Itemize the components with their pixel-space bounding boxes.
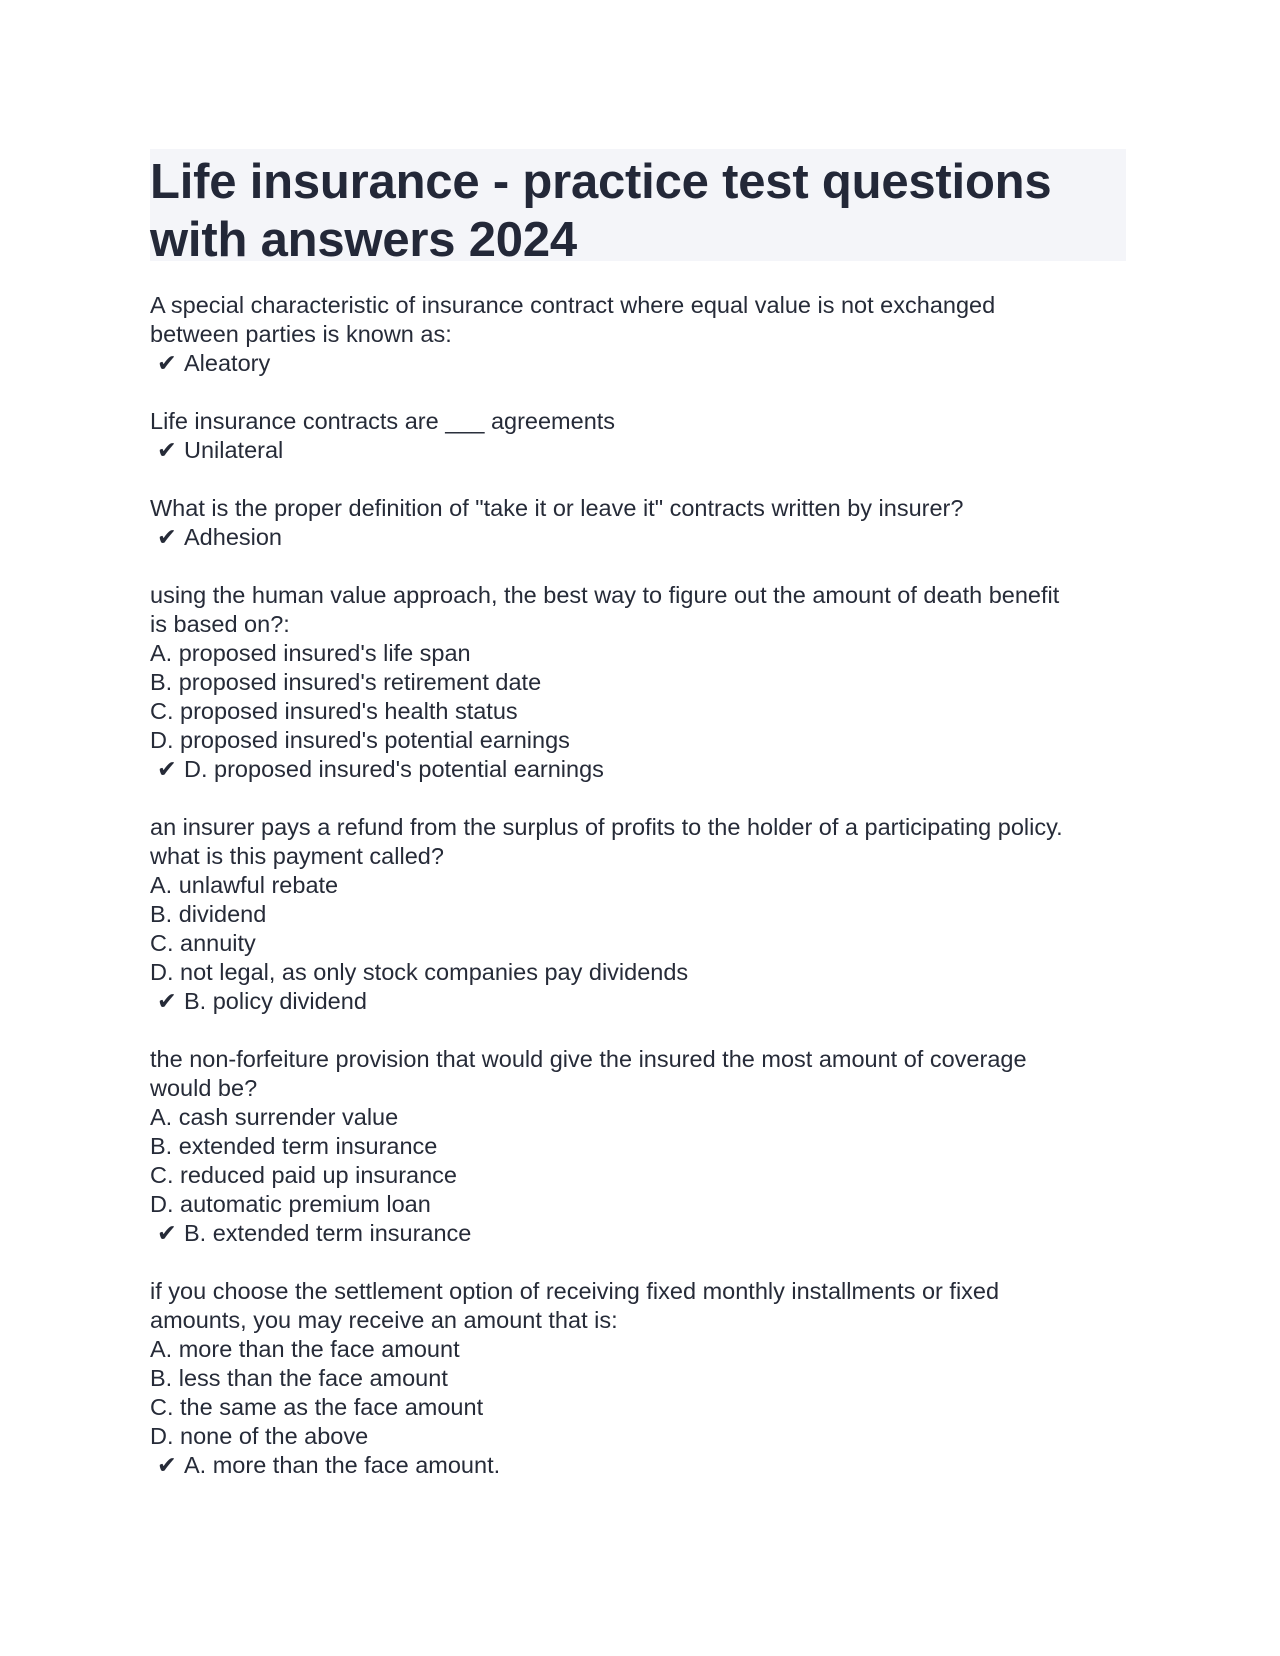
- question-text: using the human value approach, the best way to figure out the amount of death benefit: [150, 582, 1060, 608]
- correct-answer: [150, 1219, 1126, 1248]
- answer-option: D. automatic premium loan: [150, 1191, 431, 1217]
- document-page: [150, 149, 1126, 1509]
- correct-answer-text: Unilateral: [184, 437, 284, 463]
- question-text: A special characteristic of insurance contract where equal value is not exchanged: [150, 292, 996, 318]
- title-line: with answers 2024: [150, 213, 577, 267]
- correct-answer: [150, 523, 1126, 552]
- correct-answer-text: D. proposed insured's potential earnings: [184, 756, 604, 782]
- checkmark-icon: ✔: [157, 437, 177, 463]
- answer-option: A. more than the face amount: [150, 1336, 460, 1362]
- question-block: [150, 407, 1126, 465]
- correct-answer-text: Aleatory: [184, 350, 271, 376]
- question-block: [150, 813, 1126, 1016]
- question-text: amounts, you may receive an amount that is:: [150, 1307, 618, 1333]
- question-text: would be?: [150, 1075, 258, 1101]
- answer-option: B. proposed insured's retirement date: [150, 669, 542, 695]
- title-line: Life insurance - practice test questions: [150, 155, 1052, 209]
- answer-option: A. unlawful rebate: [150, 872, 339, 898]
- question-text: an insurer pays a refund from the surplus of profits to the holder of a participating policy.: [150, 814, 1063, 840]
- correct-answer: [150, 1451, 1126, 1480]
- question-block: [150, 1277, 1126, 1480]
- correct-answer-text: A. more than the face amount.: [184, 1452, 501, 1478]
- question-text: is based on?:: [150, 611, 290, 637]
- question-block: [150, 291, 1126, 378]
- checkmark-icon: ✔: [157, 1220, 177, 1246]
- answer-option: B. extended term insurance: [150, 1133, 438, 1159]
- answer-option: C. reduced paid up insurance: [150, 1162, 458, 1188]
- correct-answer-text: B. extended term insurance: [184, 1220, 472, 1246]
- answer-option: B. less than the face amount: [150, 1365, 448, 1391]
- answer-option: D. not legal, as only stock companies pay dividends: [150, 959, 689, 985]
- question-text: What is the proper definition of "take it or leave it" contracts written by insurer?: [150, 495, 964, 521]
- answer-option: A. cash surrender value: [150, 1104, 399, 1130]
- answer-option: B. dividend: [150, 901, 267, 927]
- answer-option: C. proposed insured's health status: [150, 698, 518, 724]
- question-text: Life insurance contracts are ___ agreements: [150, 408, 616, 434]
- answer-option: C. annuity: [150, 930, 256, 956]
- question-block: [150, 494, 1126, 552]
- checkmark-icon: ✔: [157, 350, 177, 376]
- title-block: [150, 149, 1126, 267]
- question-block: [150, 581, 1126, 784]
- correct-answer: [150, 436, 1126, 465]
- correct-answer: [150, 987, 1126, 1016]
- question-text: if you choose the settlement option of receiving fixed monthly installments or fixed: [150, 1278, 1000, 1304]
- answer-option: C. the same as the face amount: [150, 1394, 484, 1420]
- page-title: [150, 153, 1126, 269]
- answer-option: D. proposed insured's potential earnings: [150, 727, 570, 753]
- question-text: what is this payment called?: [150, 843, 444, 869]
- correct-answer-text: B. policy dividend: [184, 988, 367, 1014]
- correct-answer: [150, 349, 1126, 378]
- answer-option: D. none of the above: [150, 1423, 369, 1449]
- correct-answer-text: Adhesion: [184, 524, 282, 550]
- question-text: the non-forfeiture provision that would give the insured the most amount of coverage: [150, 1046, 1027, 1072]
- question-block: [150, 1045, 1126, 1248]
- question-list: [150, 291, 1126, 1480]
- question-text: between parties is known as:: [150, 321, 452, 347]
- checkmark-icon: ✔: [157, 756, 177, 782]
- checkmark-icon: ✔: [157, 988, 177, 1014]
- checkmark-icon: ✔: [157, 1452, 177, 1478]
- answer-option: A. proposed insured's life span: [150, 640, 471, 666]
- checkmark-icon: ✔: [157, 524, 177, 550]
- correct-answer: [150, 755, 1126, 784]
